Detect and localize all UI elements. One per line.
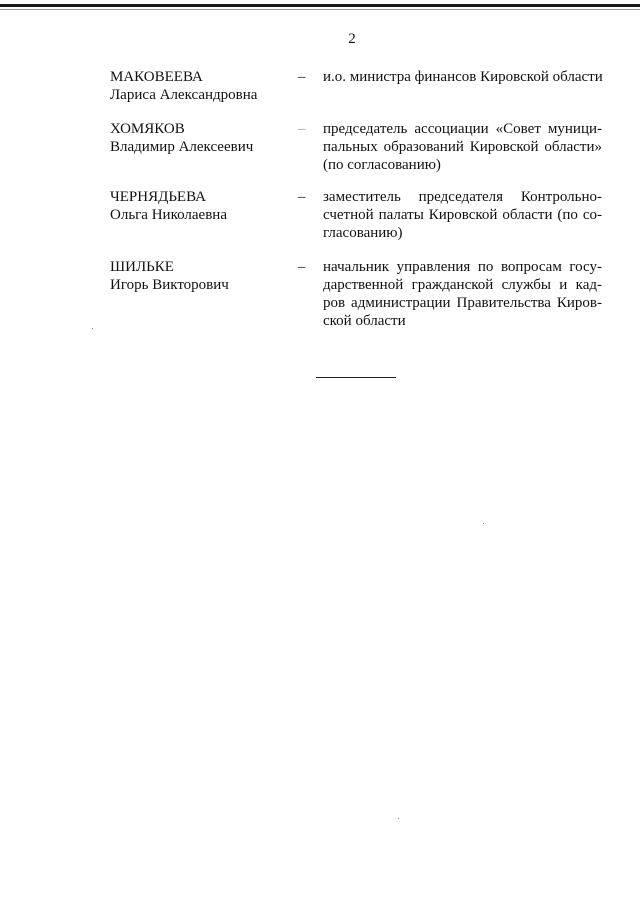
member-name	[110, 258, 290, 294]
member-surname: ШИЛЬКЕ	[110, 259, 174, 275]
member-given-names: Ольга Николаевна	[110, 207, 227, 223]
member-name	[110, 68, 290, 104]
member-given-names: Владимир Алексеевич	[110, 139, 254, 155]
page-number: 2	[348, 31, 356, 47]
scan-speck	[92, 328, 93, 329]
dash-separator: –	[298, 69, 306, 85]
header-rule-thin	[0, 9, 640, 10]
member-name	[110, 188, 290, 224]
role-line: и.о. министра финансов Кировской области	[323, 69, 603, 85]
member-given-names: Лариса Александровна	[110, 87, 258, 103]
scan-speck	[483, 523, 484, 524]
role-line: начальник управления по вопросам госу-	[323, 259, 602, 275]
member-role	[323, 68, 602, 86]
role-line: дарственной гражданской службы и кад-	[323, 277, 602, 293]
member-surname: МАКОВЕЕВА	[110, 69, 203, 85]
role-line: заместитель председателя Контрольно-	[323, 189, 602, 205]
role-line: председатель ассоциации «Совет муници-	[323, 121, 602, 137]
role-line: пальных образований Кировской области»	[323, 139, 602, 155]
member-name	[110, 120, 290, 156]
dash-separator: –	[298, 259, 306, 275]
member-surname: ЧЕРНЯДЬЕВА	[110, 189, 206, 205]
role-line: гласованию)	[323, 225, 403, 241]
member-role	[323, 258, 602, 330]
role-line: ской области	[323, 313, 406, 329]
member-role	[323, 120, 602, 174]
dash-separator: –	[298, 189, 306, 205]
member-surname: ХОМЯКОВ	[110, 121, 185, 137]
member-role	[323, 188, 602, 242]
header-rule	[0, 4, 640, 7]
scan-speck	[398, 818, 399, 819]
dash-separator: –	[298, 121, 306, 137]
member-given-names: Игорь Викторович	[110, 277, 229, 293]
closing-rule	[316, 377, 396, 378]
role-line: (по согласованию)	[323, 157, 441, 173]
role-line: ров администрации Правительства Киров-	[323, 295, 602, 311]
role-line: счетной палаты Кировской области (по со-	[323, 207, 602, 223]
